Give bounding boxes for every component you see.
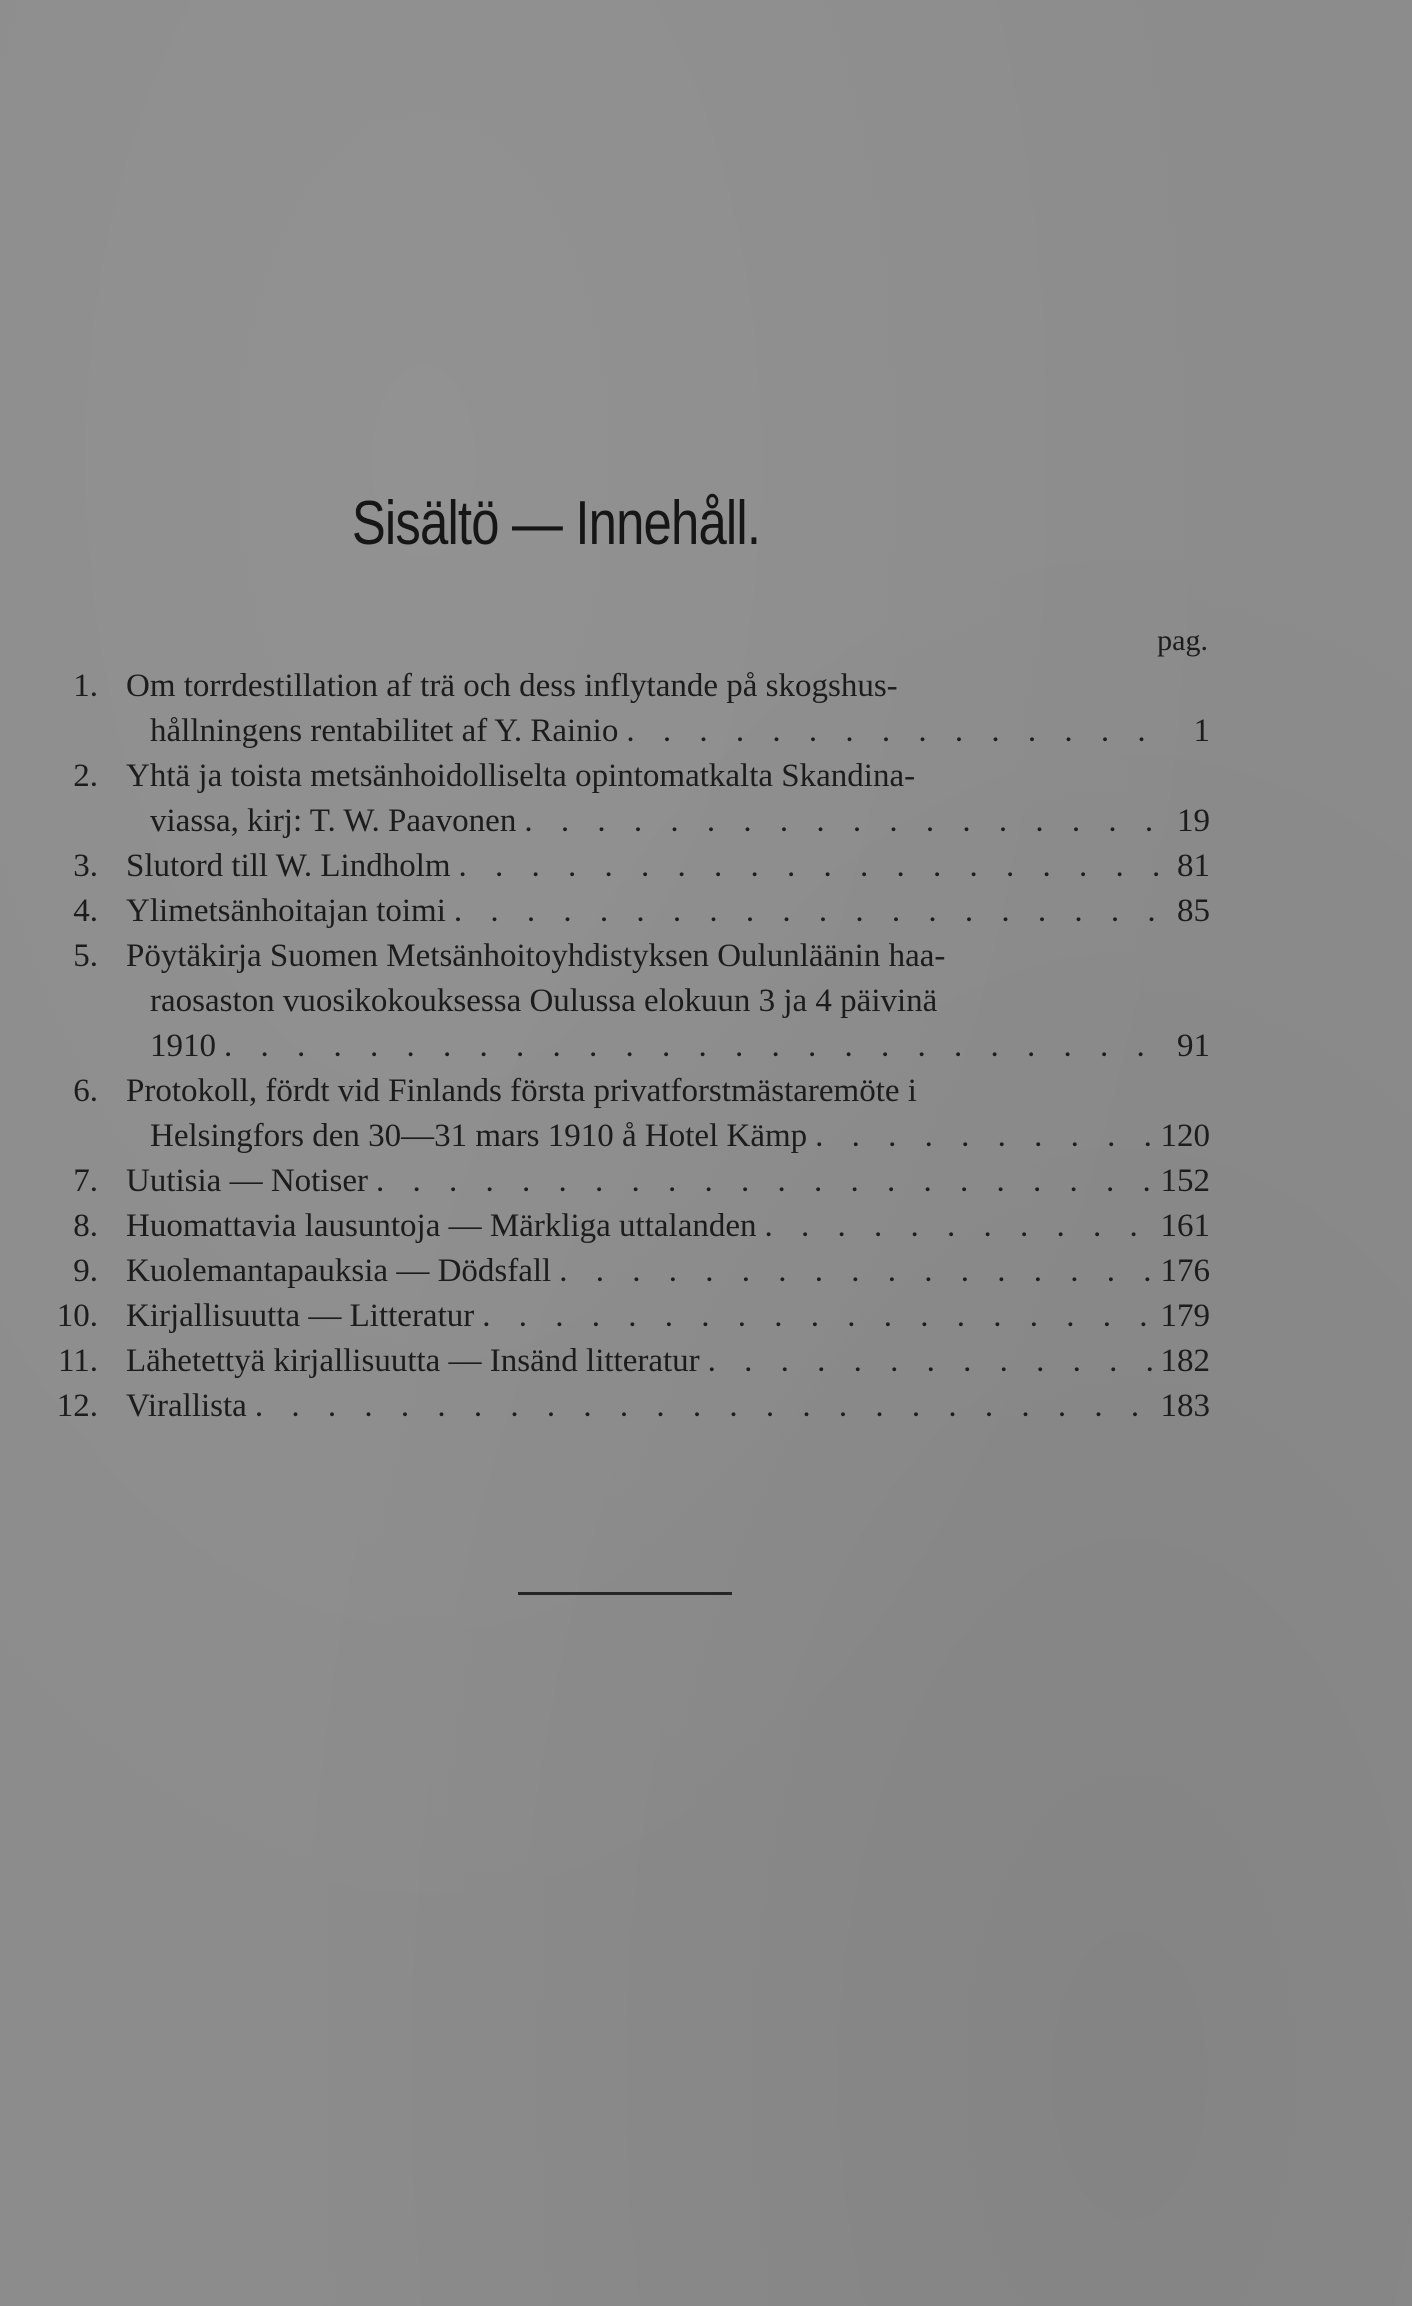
toc-entry-line (50, 1069, 1210, 1114)
toc-entry-text: Pöytäkirja Suomen Metsänhoitoyhdistyksen Oulunläänin haa- (126, 938, 946, 974)
toc-entry-text: Virallista (126, 1388, 247, 1424)
toc-entry-text: hållningens rentabilitet af Y. Rainio (150, 713, 619, 749)
toc-entry-line (50, 1294, 1210, 1339)
toc-entry-line (50, 889, 1210, 934)
end-rule (518, 1592, 732, 1595)
toc-entry (50, 1339, 1210, 1384)
toc-entry-page: 152 (1160, 1163, 1210, 1199)
dot-leader (451, 844, 1170, 889)
toc-entry-page: 19 (1177, 803, 1210, 839)
toc-entry-number: 4. (73, 893, 98, 929)
page-title: Sisältö — Innehåll. (351, 489, 761, 558)
toc-entry-text: Kirjallisuutta — Litteratur (126, 1298, 475, 1334)
toc-entry (50, 1249, 1210, 1294)
dot-leader (807, 1114, 1170, 1159)
toc-entry (50, 754, 1210, 844)
toc-entry-number: 2. (73, 758, 98, 794)
toc-entry-line (50, 844, 1210, 889)
toc-entry-page: 91 (1177, 1028, 1210, 1064)
toc-entry-page: 182 (1160, 1343, 1210, 1379)
toc-entry (50, 1159, 1210, 1204)
dot-leader (247, 1384, 1170, 1429)
toc-entry-line (50, 799, 1210, 844)
dot-leader (216, 1024, 1170, 1069)
toc-entry-text: Kuolemantapauksia — Dödsfall (126, 1253, 552, 1289)
toc-entry (50, 889, 1210, 934)
toc-entry-text: raosaston vuosikokouksessa Oulussa elokuun 3 ja 4 päivinä (150, 983, 938, 1019)
toc-entry-text: Yhtä ja toista metsänhoidolliselta opintomatkalta Skandina- (126, 758, 916, 794)
toc-entry-line (50, 709, 1210, 754)
toc-entry-text: Protokoll, fördt vid Finlands första privatforstmästaremöte i (126, 1073, 917, 1109)
toc-entry-line (50, 979, 1210, 1024)
toc-entry-text: Lähetettyä kirjallisuutta — Insänd litteratur (126, 1343, 700, 1379)
toc-entry-number: 9. (73, 1253, 98, 1289)
toc-entry-text: Ylimetsänhoitajan toimi (126, 893, 446, 929)
toc-entry-line (50, 1159, 1210, 1204)
table-of-contents (50, 618, 1210, 1429)
toc-entry-text: 1910 (150, 1028, 216, 1064)
toc-entry-line (50, 1024, 1210, 1069)
toc-entry-text: viassa, kirj: T. W. Paavonen (150, 803, 517, 839)
toc-entry (50, 1294, 1210, 1339)
toc-entry-number: 11. (57, 1343, 98, 1379)
toc-entry-line (50, 1114, 1210, 1159)
toc-entry-page: 81 (1177, 848, 1210, 884)
toc-entry-line (50, 1339, 1210, 1384)
toc-entry-page: 179 (1160, 1298, 1210, 1334)
toc-entry (50, 1069, 1210, 1159)
toc-entry-number: 8. (73, 1208, 98, 1244)
toc-entry-text: Uutisia — Notiser (126, 1163, 368, 1199)
toc-entry-page: 176 (1160, 1253, 1210, 1289)
toc-entry-page: 85 (1177, 893, 1210, 929)
toc-entry-number: 3. (73, 848, 98, 884)
pag-label: pag. (1157, 624, 1208, 657)
toc-entry-number: 6. (73, 1073, 98, 1109)
toc-entry-number: 1. (73, 668, 98, 704)
toc-entry (50, 1204, 1210, 1249)
toc-entry (50, 664, 1210, 754)
toc-entries (50, 664, 1210, 1429)
toc-entry-page: 120 (1160, 1118, 1210, 1154)
toc-entry-text: Slutord till W. Lindholm (126, 848, 451, 884)
toc-entry-line (50, 1384, 1210, 1429)
toc-entry (50, 934, 1210, 1069)
toc-entry (50, 1384, 1210, 1429)
toc-entry-number: 12. (56, 1388, 98, 1424)
toc-entry-page: 183 (1160, 1388, 1210, 1424)
toc-entry-line (50, 934, 1210, 979)
toc-entry-line (50, 754, 1210, 799)
toc-entry-line (50, 1204, 1210, 1249)
dot-leader (474, 1294, 1170, 1339)
toc-entry (50, 844, 1210, 889)
toc-entry-page: 1 (1193, 713, 1210, 749)
toc-entry-text: Helsingfors den 30—31 mars 1910 å Hotel Kämp (150, 1118, 808, 1154)
toc-entry-text: Om torrdestillation af trä och dess inflytande på skogshus- (126, 668, 898, 704)
toc-entry-line (50, 1249, 1210, 1294)
dot-leader (757, 1204, 1171, 1249)
toc-entry-text: Huomattavia lausuntoja — Märkliga uttalanden (126, 1208, 757, 1244)
dot-leader (368, 1159, 1170, 1204)
dot-leader (446, 889, 1170, 934)
toc-entry-page: 161 (1160, 1208, 1210, 1244)
dot-leader (516, 799, 1170, 844)
toc-entry-number: 10. (56, 1298, 98, 1334)
toc-entry-number: 5. (73, 938, 98, 974)
toc-entry-line (50, 664, 1210, 709)
dot-leader (551, 1249, 1170, 1294)
dot-leader (700, 1339, 1170, 1384)
toc-entry-number: 7. (73, 1163, 98, 1199)
dot-leader (618, 709, 1170, 754)
